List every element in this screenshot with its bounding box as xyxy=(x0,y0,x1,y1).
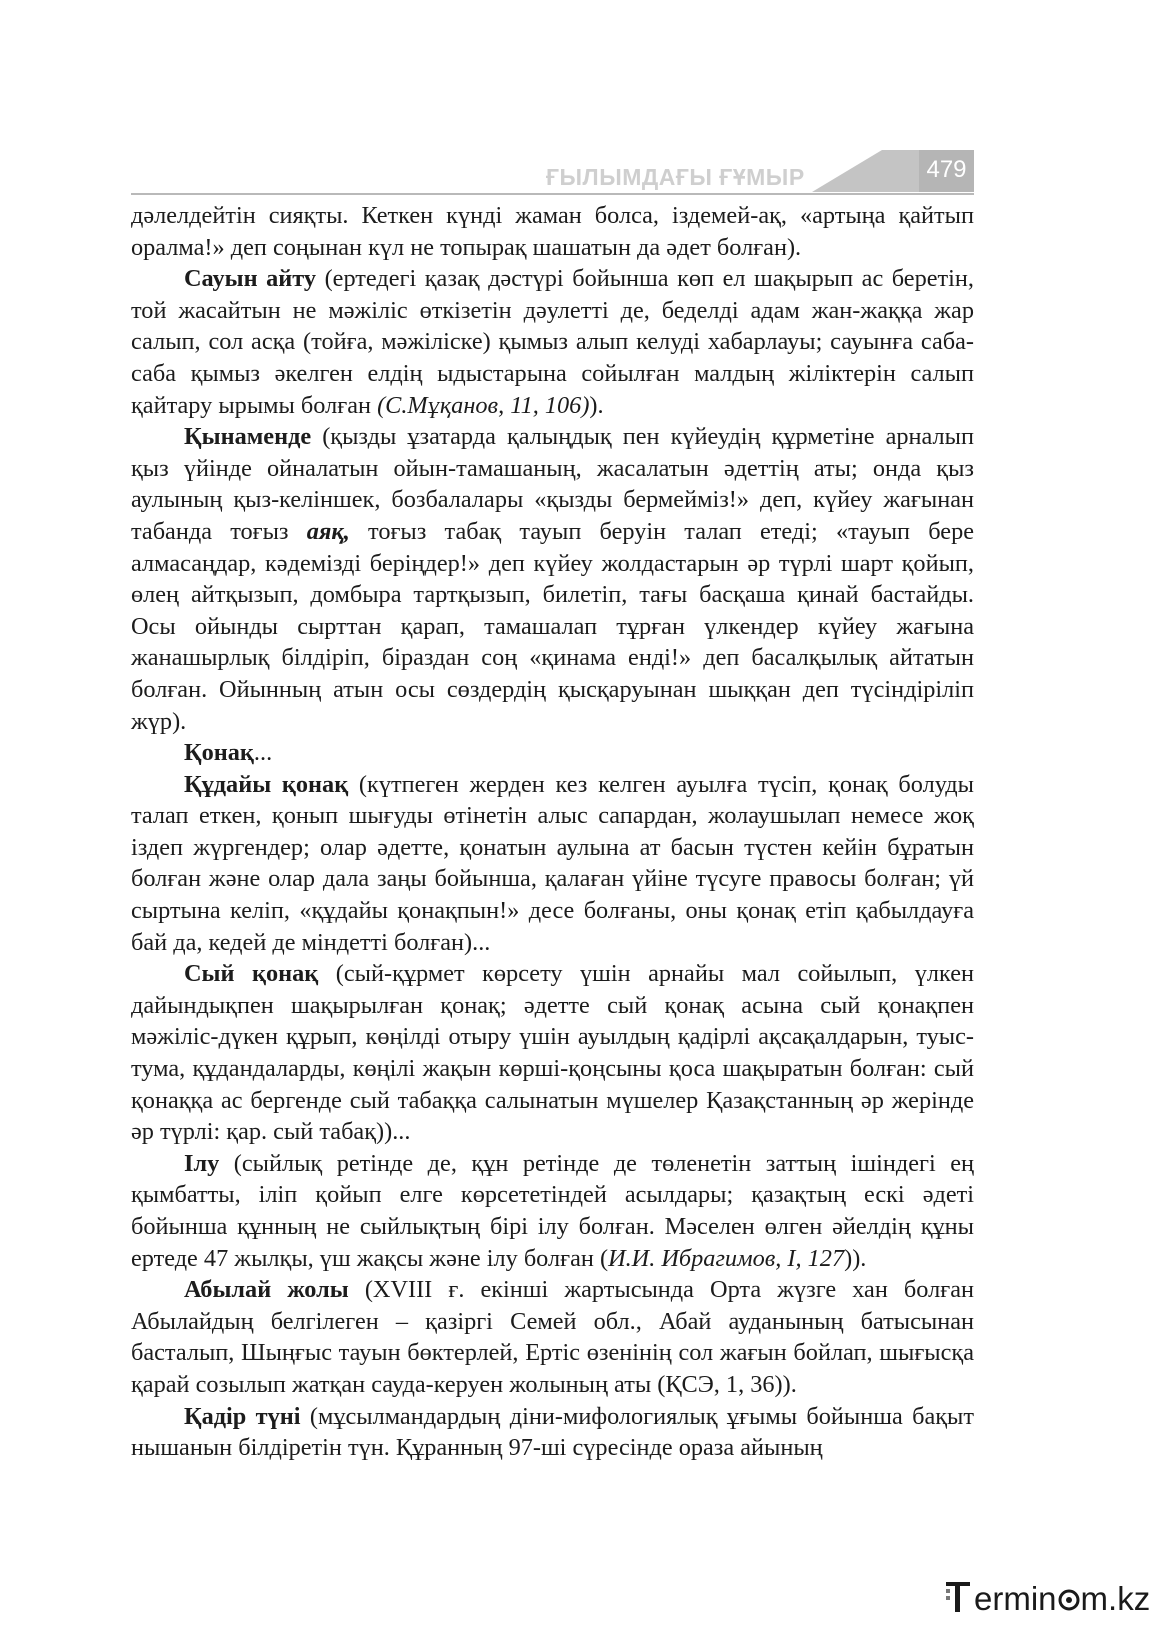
running-header-title: ҒЫЛЫМДАҒЫ ҒҰМЫР xyxy=(546,164,805,190)
entry-text: (сый-құрмет көрсету үшін арнайы мал сойылып, үлкен дайындықпен шақырылған қонақ; әдетте сый қонақ асына сый қонақпен мәжіліс-дүкен құрып, көңілді отыру үшін ауылдың қадірлі ақсақалдарын, туыс-тума, құдандаларды, көңілі жақын көрші-қоңсыны қоса шақыратын болған: сый қонаққа ас бергенде сый табаққа салынатын мүшелер Қазақстанның әр жерінде әр түрлі: қар. сый табақ))... xyxy=(131,960,974,1146)
page-number: 479 xyxy=(926,156,967,183)
entry-ilu xyxy=(131,1148,974,1274)
entry-text: (қызды ұзатарда қалыңдық пен күйеудің құрметіне арналып қыз үйінде ойналатын ойын-тамашаның, жасалатын әдеттің аты; онда қыз аулының қыз-келіншек, бозбалалары «қызды бермейміз!» деп, күйеу жағынан табанда тоғыз xyxy=(131,423,974,545)
entry-text: (ертедегі қазақ дәстүрі бойынша көп ел шақырып ас беретін, той жасайтын не мәжіліс өткізетін дәулетті де, беделді адам жан-жаққа жар салып, сол асқа (тойға, мәжіліске) қымыз алып келуді хабарлауы; сауынға саба-саба қымыз әкелген елдің ыдыстарына сойылған малдың жіліктерін салып қайтару ырымы болған xyxy=(131,265,974,419)
entry-qadir-tuni xyxy=(131,1401,974,1464)
entry-term: Құдайы қонақ xyxy=(184,770,349,798)
entry-emphasis: аяқ, xyxy=(306,517,350,545)
entry-end: )). xyxy=(844,1244,867,1272)
paragraph-text: дәлелдейтін сияқты. Кеткен күнді жаман болса, іздемей-ақ, «артыңа қайтып оралма!» деп соңынан күл не топырақ шашатын да әдет болған). xyxy=(131,202,974,261)
entry-source: И.И. Ибрагимов, І, 127 xyxy=(608,1244,845,1272)
entry-qudaiy-qonaq xyxy=(131,769,974,959)
entry-term: Сауын айту xyxy=(184,265,317,293)
entry-syi-qonaq xyxy=(131,958,974,1148)
entry-abylai-zholy xyxy=(131,1274,974,1400)
entry-term: Абылай жолы xyxy=(184,1276,349,1304)
watermark-text-part1: ermin xyxy=(974,1580,1057,1617)
watermark-text-part2: m.kz xyxy=(1080,1580,1151,1617)
entry-term: Қонақ xyxy=(184,739,254,767)
watermark-logo xyxy=(946,1580,1150,1620)
entry-qonaq xyxy=(131,737,974,769)
entry-text: (күтпеген жерден кез келген ауылға түсіп, қонақ болуды талап еткен, қонып шығуды өтінетін алыс сапардан, жолаушылап немесе жоқ іздеп жүргендер; олар әдетте, қонатын аулына ат басын түстен кейін бұратын болған және олар дала заңы бойынша, қалаған үйіне түсуге правосы болған; үй сыртына келіп, «құдайы қонақпын!» десе болғаны, оны қонақ етіп қабылдауға бай да, кедей де міндетті болған)... xyxy=(131,770,974,956)
entry-text: (мұсылмандардың діни-мифологиялық ұғымы бойынша бақыт нышанын білдіретін түн. Құранның 97-ші сүресінде ораза айының xyxy=(131,1402,974,1462)
entry-source: (С.Мұқанов, 11, 106) xyxy=(377,391,590,419)
header-rule xyxy=(131,193,974,195)
entry-text: (XVIII ғ. екінші жартысында Орта жүзге хан болған Абылайдың белгілеген – қазіргі Семей обл., Абай ауданының батысынан басталып, Шыңғыс тауын бөктерлей, Ертіс өзенінің сол жағын бойлап, шығысқа қарай созылып жатқан сауда-керуен жолының аты (ҚСЭ, 1, 36)). xyxy=(131,1276,974,1398)
entry-term: Қынаменде xyxy=(184,423,312,451)
paragraph-continuation xyxy=(131,200,974,263)
t-logo-icon xyxy=(946,1580,972,1614)
entry-text: (сыйлық ретінде де, құн ретінде де төленетін заттың ішіндегі ең қымбатты, іліп қойып елге көрсететіндей асылдары; қазақтың ескі әдеті бойынша құнның не сыйлықтың бірі ілу болған. Мәселен өлген әйелдің құны ертеде 47 жылқы, үш жақсы және ілу болған ( xyxy=(131,1149,974,1272)
running-header xyxy=(131,150,974,196)
entry-text-continued: тоғыз табақ тауып беруін талап етеді; «тауып бере алмасаңдар, кәдемізді беріңдер!» деп күйеу жолдастарын әр түрлі шарт қойып, өлең айтқызып, домбыра тартқызып, билетіп, тағы басқаша қинай бастайды. Осы ойынды сырттан қарап, тамашалап тұрған үлкендер күйеу жағына жанашырлық білдіріп, біраздан соң «қинама енді!» деп басалқылық айтатын болған. Ойынның атын осы сөздердің қысқаруынан шыққан деп түсіндіріліп жүр). xyxy=(131,517,975,735)
entry-qynamende xyxy=(131,421,974,737)
ring-logo-icon xyxy=(1057,1588,1081,1612)
entry-text: ... xyxy=(253,739,273,767)
entry-term: Сый қонақ xyxy=(184,960,319,988)
body-text xyxy=(131,200,974,1464)
entry-term: Ілу xyxy=(184,1149,220,1177)
entry-sauyn-aitu xyxy=(131,263,974,421)
entry-term: Қадір түні xyxy=(184,1402,301,1430)
entry-end: ). xyxy=(589,391,604,419)
